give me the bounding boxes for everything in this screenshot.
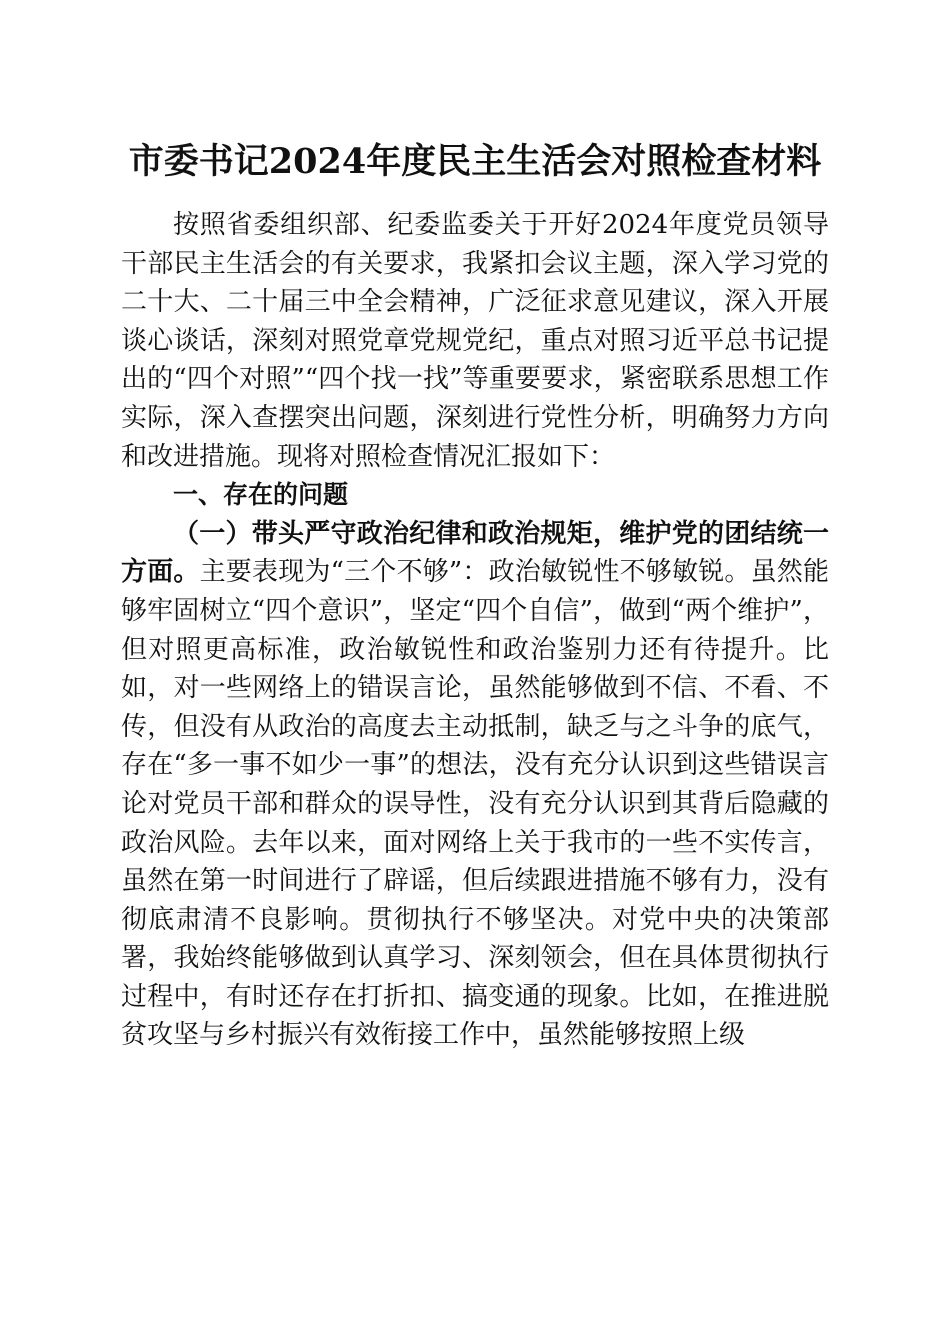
subsection-paragraph <box>121 515 829 1055</box>
subsection-body: 主要表现为“三个不够”：政治敏锐性不够敏锐。虽然能够牢固树立“四个意识”，坚定“四个自信”，做到“两个维护”，但对照更高标准，政治敏锐性和政治鉴别力还有待提升。比如，对一些网络上的错误言论，虽然能够做到不信、不看、不传，但没有从政治的高度去主动抵制，缺乏与之斗争的底气，存在“多一事不如少一事”的想法，没有充分认识到这些错误言论对党员干部和群众的误导性，没有充分认识到其背后隐藏的政治风险。去年以来，面对网络上关于我市的一些不实传言，虽然在第一时间进行了辟谣，但后续跟进措施不够有力，没有彻底肃清不良影响。贯彻执行不够坚决。对党中央的决策部署，我始终能够做到认真学习、深刻领会，但在具体贯彻执行过程中，有时还存在打折扣、搞变通的现象。比如，在推进脱贫攻坚与乡村振兴有效衔接工作中，虽然能够按照上级 <box>121 557 829 1051</box>
section-heading-problems: 一、存在的问题 <box>173 480 349 510</box>
document-body <box>121 206 829 1055</box>
intro-paragraph: 按照省委组织部、纪委监委关于开好2024年度党员领导干部民主生活会的有关要求，我紧扣会议主题，深入学习党的二十大、二十届三中全会精神，广泛征求意见建议，深入开展谈心谈话，深刻对照党章党规党纪，重点对照习近平总书记提出的“四个对照”“四个找一找”等重要要求，紧密联系思想工作实际，深入查摆突出问题，深刻进行党性分析，明确努力方向和改进措施。现将对照检查情况汇报如下： <box>121 210 829 472</box>
subsection-heading: （一）带头严守政治纪律和政治规矩，维护党的团结统一方面。 <box>121 518 829 588</box>
document-title: 市委书记2024年度民主生活会对照检查材料 <box>128 141 822 182</box>
